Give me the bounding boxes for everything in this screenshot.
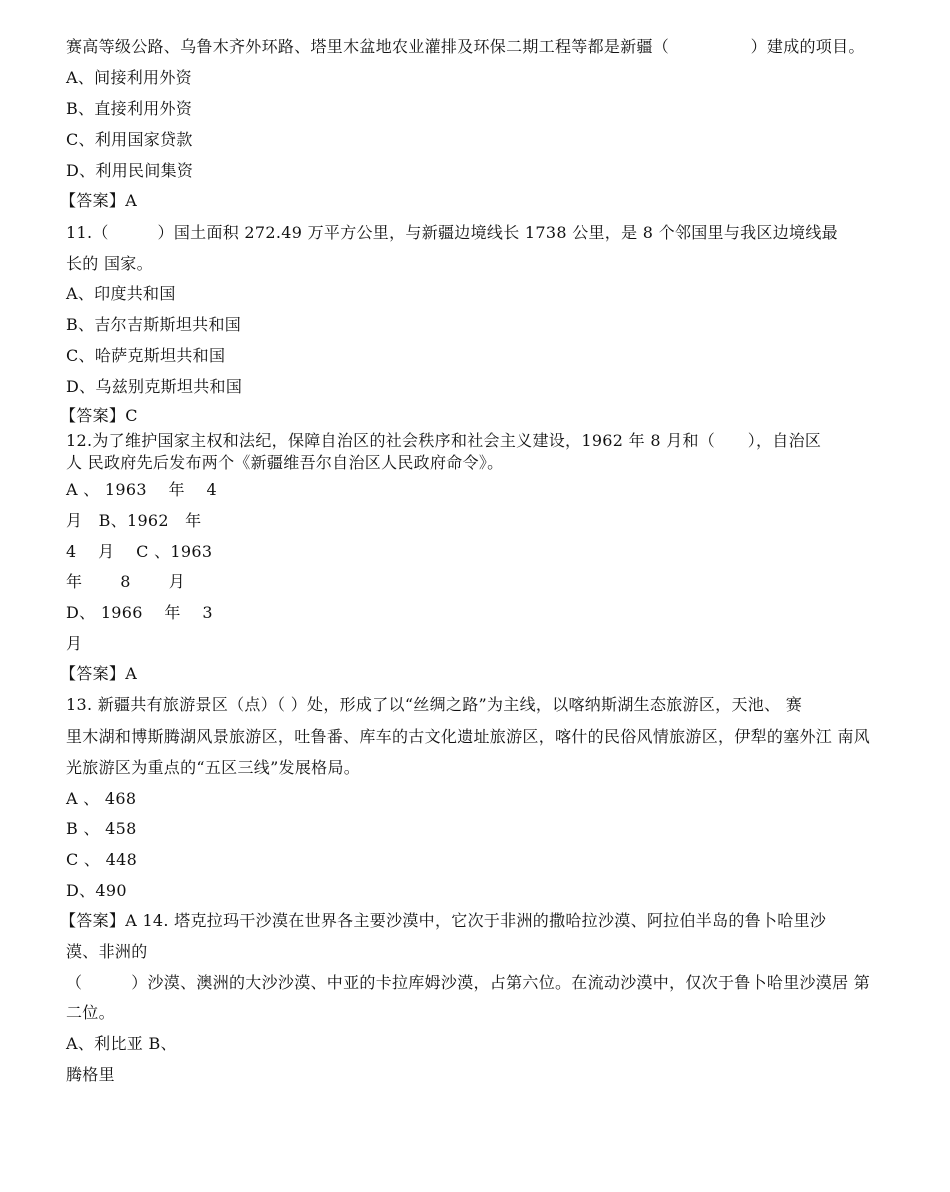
option-line: A、利比亚 B、 (66, 1034, 177, 1053)
answer-line: 【答案】A (60, 191, 138, 210)
question-11-cont: 长的 国家。 (66, 254, 153, 273)
option-b: B 、 458 (66, 819, 137, 838)
question-13-cont: 光旅游区为重点的“五区三线”发展格局。 (66, 758, 361, 777)
option-a: A 、 468 (66, 789, 137, 808)
question-12: 12.为了维护国家主权和法纪，保障自治区的社会秩序和社会主义建设，1962 年 8 月和（ ），自治区 (66, 431, 822, 450)
option-a: A、印度共和国 (66, 284, 176, 303)
question-13-cont: 里木湖和博斯腾湖风景旅游区，吐鲁番、库车的古文化遗址旅游区，喀什的民俗风情旅游区，伊犁的塞外江 南风 (66, 727, 871, 746)
option-line: 腾格里 (66, 1065, 115, 1084)
option-line: 月 (66, 634, 83, 653)
text-line: 赛高等级公路、乌鲁木齐外环路、塔里木盆地农业灌排及环保二期工程等都是新疆（ ）建成的项目。 (66, 37, 865, 56)
question-14-cont: 漠、非洲的 (66, 942, 148, 961)
question-14-cont: （ ）沙漠、澳洲的大沙沙漠、中亚的卡拉库姆沙漠，占第六位。在流动沙漠中，仅次于鲁卜哈里沙漠居 第 (66, 973, 871, 992)
option-d: D、490 (66, 881, 127, 900)
option-c: C 、 448 (66, 850, 138, 869)
option-line: 4 月 C 、1963 (66, 542, 213, 561)
option-d: D、乌兹别克斯坦共和国 (66, 377, 243, 396)
answer-line: 【答案】C (60, 406, 138, 425)
question-11: 11.（ ）国土面积 272.49 万平方公里，与新疆边境线长 1738 公里，是 8 个邻国里与我区边境线最 (66, 223, 838, 242)
option-a: A、间接利用外资 (66, 68, 192, 87)
option-d: D、利用民间集资 (66, 161, 194, 180)
question-14-cont: 二位。 (66, 1003, 115, 1022)
question-13: 13. 新疆共有旅游景区（点）（ ）处，形成了以“丝绸之路”为主线，以喀纳斯湖生态旅游区，天池、 赛 (66, 695, 803, 714)
option-c: C、利用国家贷款 (66, 130, 193, 149)
option-line: 月 B、1962 年 (66, 511, 202, 530)
option-line: A 、 1963 年 4 (66, 480, 217, 499)
option-c: C、哈萨克斯坦共和国 (66, 346, 226, 365)
question-12-cont: 人 民政府先后发布两个《新疆维吾尔自治区人民政府命令》。 (66, 453, 504, 472)
option-line: 年 8 月 (66, 572, 186, 591)
option-line: D、 1966 年 3 (66, 603, 213, 622)
option-b: B、直接利用外资 (66, 99, 193, 118)
answer-line: 【答案】A (60, 664, 138, 683)
answer-and-question-14: 【答案】A 14. 塔克拉玛干沙漠在世界各主要沙漠中，它次于非洲的撒哈拉沙漠、阿拉伯半岛的鲁卜哈里沙 (60, 911, 827, 930)
option-b: B、吉尔吉斯斯坦共和国 (66, 315, 242, 334)
